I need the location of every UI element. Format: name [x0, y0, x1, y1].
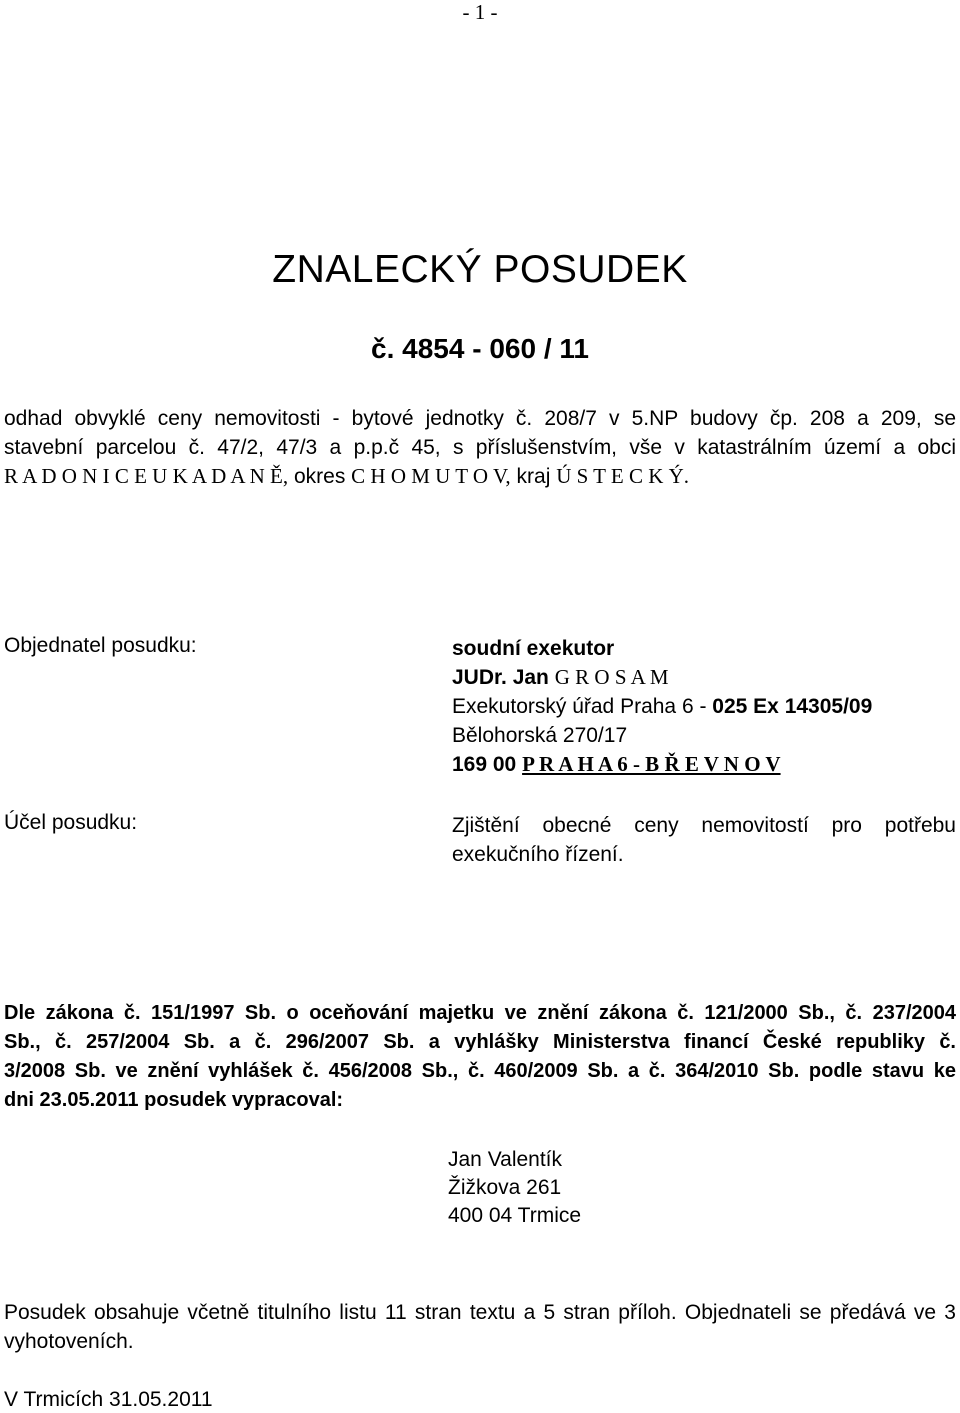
place-date: V Trmicích 31.05.2011	[4, 1388, 213, 1411]
intro-line: odhad obvyklé ceny nemovitosti - bytové jednotky č. 208/7 v 5.NP budovy čp. 208 a 209, se	[4, 407, 956, 430]
district-name: C H O M U T O V,	[351, 464, 511, 488]
page-number: - 1 -	[462, 0, 498, 24]
legal-basis-paragraph	[4, 999, 956, 1115]
municipality-name: R A D O N I C E U K A D A N Ě,	[4, 464, 289, 488]
legal-line: Dle zákona č. 151/1997 Sb. o oceňování majetku ve znění zákona č. 121/2000 Sb., č. 237/2004	[4, 1002, 956, 1024]
legal-line: Sb., č. 257/2004 Sb. a č. 296/2007 Sb. a vyhlášky Ministerstva financí České republiky č.	[4, 1031, 956, 1053]
intro-line	[4, 462, 956, 491]
client-city-name: P R A H A 6 - B Ř E V N O V	[522, 752, 781, 776]
author-city: 400 04 Trmice	[448, 1204, 582, 1227]
legal-line: 3/2008 Sb. ve znění vyhlášek č. 456/2008 Sb., č. 460/2009 Sb. a č. 364/2010 Sb. podle stavu ke	[4, 1060, 956, 1082]
client-office: Exekutorský úřad Praha 6 - 025 Ex 14305/09	[452, 695, 873, 718]
footer-line: vyhotoveních.	[4, 1330, 134, 1353]
document-number: č. 4854 - 060 / 11	[371, 333, 589, 364]
purpose-label: Účel posudku:	[4, 811, 138, 834]
client-name: JUDr. Jan G R O S A M	[452, 665, 669, 689]
client-zip: 169 00	[452, 753, 517, 776]
intro-paragraph	[4, 404, 956, 491]
region-name: Ú S T E C K Ý.	[556, 464, 690, 488]
client-label: Objednatel posudku:	[4, 634, 197, 657]
footer-note	[4, 1298, 956, 1356]
client-city	[452, 750, 781, 779]
footer-line: Posudek obsahuje včetně titulního listu 11 stran textu a 5 stran příloh. Objednateli se předává ve 3	[4, 1301, 956, 1324]
purpose-line: exekučního řízení.	[452, 843, 624, 866]
author-street: Žižkova 261	[448, 1176, 562, 1199]
client-street: Bělohorská 270/17	[452, 724, 628, 747]
client-role: soudní exekutor	[452, 637, 615, 660]
legal-line: dni 23.05.2011 posudek vypracoval:	[4, 1089, 344, 1111]
document-title: ZNALECKÝ POSUDEK	[272, 248, 688, 291]
okres-label: okres	[293, 465, 346, 488]
purpose-line: Zjištění obecné ceny nemovitostí pro potřebu	[452, 814, 956, 837]
kraj-label: kraj	[516, 465, 551, 488]
client-surname: G R O S A M	[554, 665, 669, 689]
purpose-text	[452, 811, 956, 869]
case-reference: 025 Ex 14305/09	[712, 695, 873, 718]
intro-line: stavební parcelou č. 47/2, 47/3 a p.p.č 45, s příslušenstvím, vše v katastrálním území a obci	[4, 436, 956, 459]
author-name: Jan Valentík	[448, 1148, 563, 1171]
